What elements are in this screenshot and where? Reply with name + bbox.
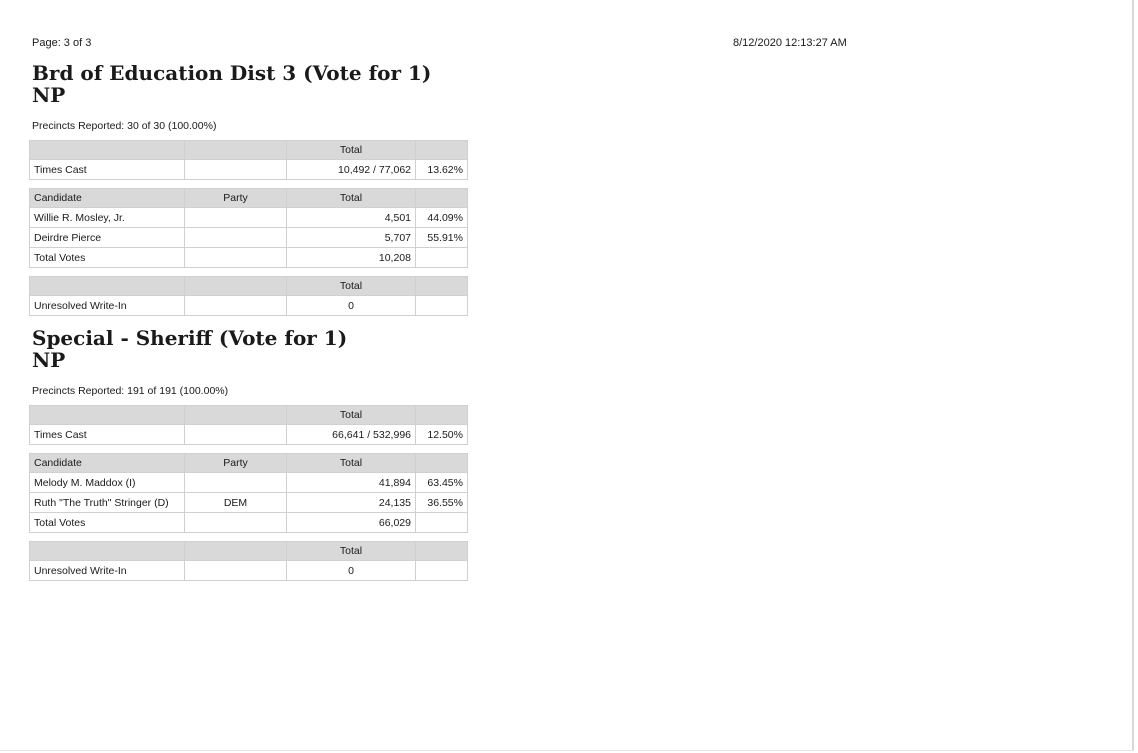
- times-cast-row: [30, 160, 468, 180]
- write-in-value: 0: [287, 561, 416, 581]
- total-votes-row: [30, 513, 468, 533]
- times-cast-label: Times Cast: [30, 425, 185, 445]
- race-section-board-of-education: [32, 62, 472, 316]
- table-header-row: [30, 542, 468, 561]
- write-in-value: 0: [287, 296, 416, 316]
- candidate-name: Willie R. Mosley, Jr.: [30, 208, 185, 228]
- table-header-row: [30, 277, 468, 296]
- total-votes-value: 10,208: [287, 248, 416, 268]
- precincts-reported: Precincts Reported: 30 of 30 (100.00%): [32, 120, 217, 132]
- candidate-name: Deirdre Pierce: [30, 228, 185, 248]
- times-cast-label: Times Cast: [30, 160, 185, 180]
- candidate-party: [185, 473, 287, 493]
- total-votes-label: Total Votes: [30, 513, 185, 533]
- table-header-row: [30, 406, 468, 425]
- times-cast-percent: 13.62%: [416, 160, 468, 180]
- total-header: Total: [287, 454, 416, 473]
- total-header: Total: [287, 406, 416, 425]
- total-header: Total: [287, 542, 416, 561]
- candidate-table: [29, 453, 468, 533]
- race-section-special-sheriff: [32, 327, 472, 581]
- candidate-header: Candidate: [30, 454, 185, 473]
- total-header: Total: [287, 141, 416, 160]
- page-number: Page: 3 of 3: [32, 37, 92, 49]
- candidate-percent: 55.91%: [416, 228, 468, 248]
- race-title: [32, 62, 472, 106]
- precincts-reported: Precincts Reported: 191 of 191 (100.00%): [32, 385, 229, 397]
- table-header-row: [30, 141, 468, 160]
- table-row: [30, 228, 468, 248]
- candidate-name: Ruth "The Truth" Stringer (D): [30, 493, 185, 513]
- candidate-header: Candidate: [30, 189, 185, 208]
- total-votes-value: 66,029: [287, 513, 416, 533]
- race-title-text: Special - Sheriff (Vote for 1): [32, 326, 348, 350]
- race-subtitle: NP: [32, 348, 66, 372]
- total-votes-label: Total Votes: [30, 248, 185, 268]
- candidate-party: [185, 208, 287, 228]
- candidate-votes: 4,501: [287, 208, 416, 228]
- candidate-table: [29, 188, 468, 268]
- times-cast-table: [29, 405, 468, 445]
- table-row: [30, 208, 468, 228]
- candidate-party: DEM: [185, 493, 287, 513]
- write-in-table: [29, 541, 468, 581]
- candidate-party: [185, 228, 287, 248]
- total-header: Total: [287, 189, 416, 208]
- times-cast-table: [29, 140, 468, 180]
- candidate-votes: 5,707: [287, 228, 416, 248]
- party-header: Party: [185, 454, 287, 473]
- table-row: [30, 473, 468, 493]
- total-header: Total: [287, 277, 416, 296]
- report-timestamp: 8/12/2020 12:13:27 AM: [733, 37, 847, 49]
- candidate-percent: 63.45%: [416, 473, 468, 493]
- write-in-table: [29, 276, 468, 316]
- table-header-row: [30, 189, 468, 208]
- race-title-text: Brd of Education Dist 3 (Vote for 1): [32, 61, 432, 85]
- table-row: [30, 493, 468, 513]
- times-cast-percent: 12.50%: [416, 425, 468, 445]
- total-votes-row: [30, 248, 468, 268]
- write-in-row: [30, 561, 468, 581]
- candidate-name: Melody M. Maddox (I): [30, 473, 185, 493]
- times-cast-value: 66,641 / 532,996: [287, 425, 416, 445]
- race-subtitle: NP: [32, 83, 66, 107]
- candidate-percent: 44.09%: [416, 208, 468, 228]
- table-header-row: [30, 454, 468, 473]
- party-header: Party: [185, 189, 287, 208]
- write-in-row: [30, 296, 468, 316]
- race-title: [32, 327, 472, 371]
- times-cast-row: [30, 425, 468, 445]
- write-in-label: Unresolved Write-In: [30, 561, 185, 581]
- candidate-percent: 36.55%: [416, 493, 468, 513]
- candidate-votes: 41,894: [287, 473, 416, 493]
- write-in-label: Unresolved Write-In: [30, 296, 185, 316]
- candidate-votes: 24,135: [287, 493, 416, 513]
- times-cast-value: 10,492 / 77,062: [287, 160, 416, 180]
